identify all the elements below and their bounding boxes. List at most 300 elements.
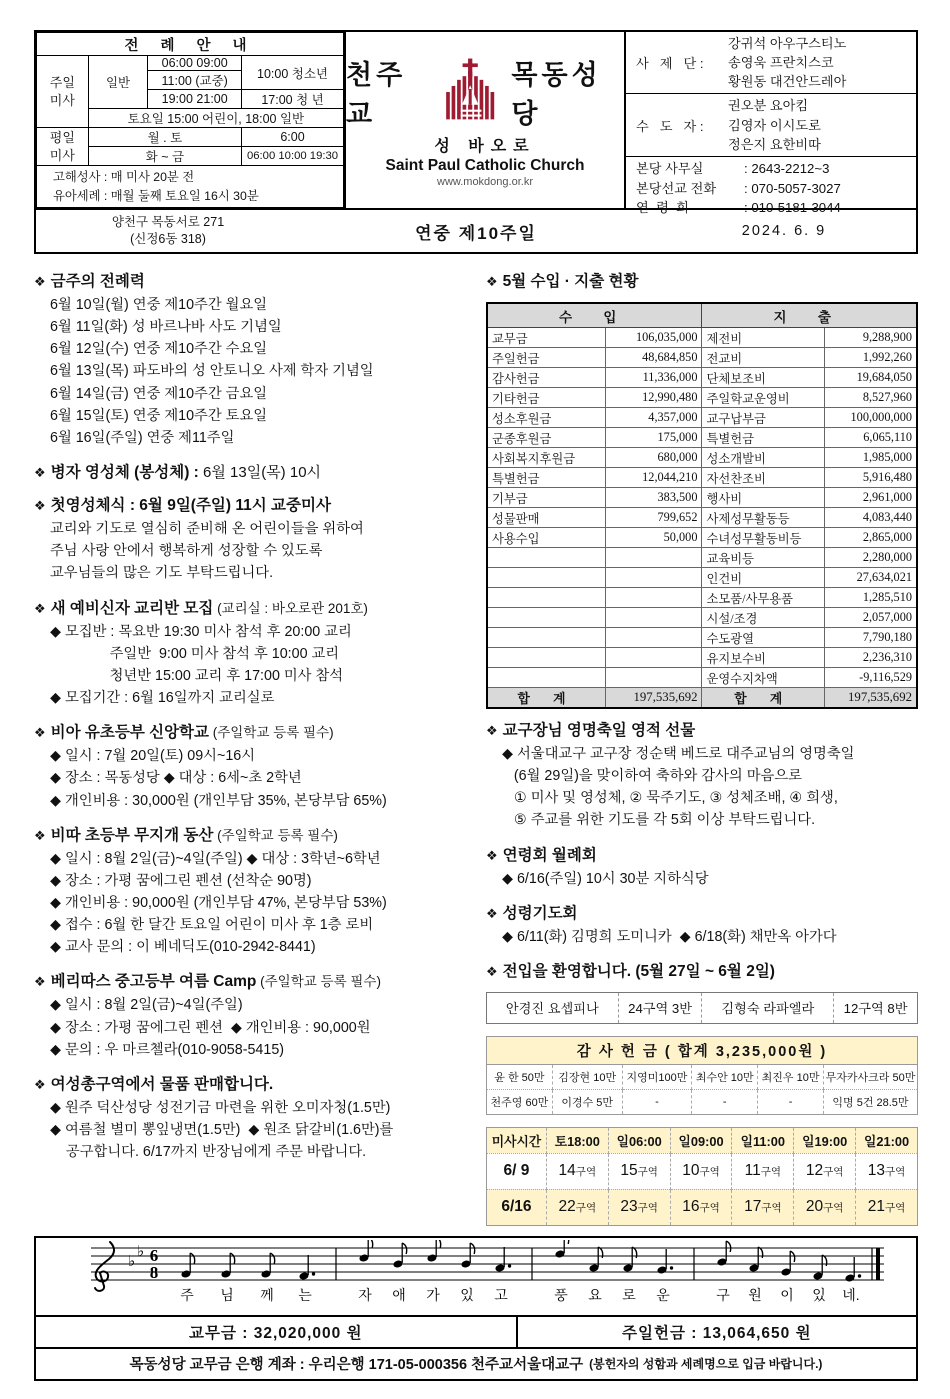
expense-item: 주일학교운영비: [702, 388, 825, 408]
expense-item: 시설/조경: [702, 608, 825, 628]
sunday-mass-label: 주일 미사: [37, 56, 89, 128]
income-total-value: 197,535,692: [606, 688, 702, 709]
expense-item: 소모품/사무용품: [702, 588, 825, 608]
phone-label: 본당 사무실: [636, 160, 704, 176]
donor-cell: 익명 5건 28.5만: [823, 1089, 917, 1114]
expense-value: 2,280,000: [825, 548, 917, 568]
table-row: [487, 408, 917, 428]
priest-name: 황원동 대건안드레아: [728, 74, 847, 90]
section: [34, 823, 474, 959]
district-unit: 구역: [575, 1166, 597, 1179]
column-header: 지 출: [702, 303, 917, 328]
religious-name: 김영자 이시도로: [728, 117, 821, 133]
diamond-marker: ❖: [486, 274, 498, 289]
section-title-text: 비따 초등부 무지개 동산: [50, 826, 214, 844]
table-row: [487, 1064, 918, 1089]
priest-name: 강귀석 아우구스티노: [728, 36, 847, 51]
section-line: 6월 16일(주일) 연중 제11주일: [50, 429, 235, 446]
income-item: 기타헌금: [487, 388, 606, 408]
transfer-cell: 24구역 3반: [618, 992, 702, 1023]
table-row: [487, 388, 917, 408]
district-cell: [546, 1189, 608, 1225]
expense-item: 단체보조비: [702, 368, 825, 388]
section-line: ◆ 모집반 : 목요반 19:30 미사 참석 후 20:00 교리: [50, 623, 352, 640]
table-row: [487, 548, 917, 568]
section-line: 주일반 9:00 미사 참석 후 10:00 교리: [50, 645, 340, 662]
section-line: 공구합니다. 6/17까지 반장님에게 주문 바랍니다.: [50, 1144, 367, 1161]
income-item: [487, 568, 606, 588]
expense-item: 제전비: [702, 328, 825, 348]
section: [34, 269, 474, 449]
transfer-cell: 김형숙 라파엘라: [702, 992, 834, 1023]
section-line: ◆ 원주 덕산성당 성전기금 마련을 위한 오미자청(1.5만): [50, 1099, 391, 1116]
district-number: 23: [620, 1198, 638, 1216]
donor-cell: 지영미100만: [622, 1064, 692, 1089]
district-unit: 구역: [761, 1202, 782, 1215]
section-line: 6월 15일(토) 연중 제10주간 토요일: [50, 407, 268, 424]
diamond-marker: ❖: [34, 498, 46, 514]
expense-value: 2,057,000: [825, 608, 917, 628]
expense-value: 5,916,480: [825, 468, 917, 488]
district-unit: 구역: [885, 1202, 906, 1215]
column-header: 수 입: [487, 303, 702, 328]
religious-names: [728, 96, 821, 153]
donor-cell: 김장현 10만: [552, 1064, 622, 1089]
income-value: [606, 628, 702, 648]
section-line: ◆ 일시 : 7월 20일(토) 09시~16시: [50, 748, 256, 765]
income-item: 사용수입: [487, 528, 606, 548]
district-cell: [856, 1189, 918, 1225]
table-row: [487, 328, 917, 348]
religious-label: 수 도 자 :: [636, 118, 704, 134]
table-row: [487, 1127, 918, 1153]
expense-item: 유지보수비: [702, 648, 825, 668]
section-line: 교리와 기도로 열심히 준비해 온 어린이들을 위하여: [50, 521, 364, 538]
income-value: 680,000: [606, 448, 702, 468]
district-number: 12: [805, 1162, 824, 1180]
section: [486, 269, 918, 291]
income-value: [606, 568, 702, 588]
svg-text:이: 이: [780, 1286, 794, 1303]
table-row: [487, 1189, 918, 1225]
section-line: 주님 사랑 안에서 행복하게 성장할 수 있도록: [50, 543, 323, 560]
hymn-notation-box: [34, 1236, 918, 1317]
district-unit: 구역: [699, 1202, 720, 1215]
phone-number: : 070-5057-3027: [744, 180, 841, 196]
section-title-suffix: (주일학교 등록 필수): [256, 974, 381, 990]
section-line: 6월 13일(목) 파도바의 성 안토니오 사제 학자 기념일: [50, 363, 374, 380]
income-item: [487, 668, 606, 688]
column-header: 토18:00: [546, 1127, 608, 1153]
mass-schedule-table: [36, 32, 344, 208]
expense-item: 자선찬조비: [702, 468, 825, 488]
svg-text:요: 요: [588, 1286, 602, 1303]
section-line: 6월 11일(화) 성 바르나바 사도 기념일: [50, 319, 282, 336]
header: [34, 30, 918, 216]
section-title-text: 베리따스 중고등부 여름 Camp: [50, 973, 257, 991]
section-line: 교우님들의 많은 기도 부탁드립니다.: [50, 565, 274, 582]
diamond-marker: ❖: [34, 465, 46, 481]
religious-name: 정은지 요한비따: [728, 136, 821, 152]
donor-cell: 최수안 10만: [692, 1064, 758, 1089]
section-title-suffix: (주일학교 등록 필수): [213, 827, 338, 843]
table-row: [487, 468, 917, 488]
section-title: [34, 269, 474, 291]
table-row: [487, 568, 917, 588]
transfer-table-wrap: [486, 992, 918, 1024]
svg-text:있: 있: [812, 1286, 826, 1303]
thanksgiving-header: 감 사 헌 금 ( 합계 3,235,000원 ): [487, 1036, 918, 1064]
left-column: [34, 260, 474, 1226]
section-line: 6월 14일(금) 연중 제10주간 금요일: [50, 385, 268, 402]
section: [34, 493, 474, 584]
general-time-1: 06:00 09:00: [148, 56, 242, 71]
diamond-marker: ❖: [34, 974, 46, 990]
liturgical-week-title: 연중 제10주일: [415, 223, 537, 243]
column-header: 일19:00: [794, 1127, 856, 1153]
diamond-marker: ❖: [486, 963, 498, 979]
phone-label: 연 령 회: [636, 200, 689, 216]
district-number: 17: [744, 1198, 762, 1216]
income-item: [487, 548, 606, 568]
table-row: [487, 508, 917, 528]
svg-text:운: 운: [656, 1286, 670, 1303]
table-row: [487, 608, 917, 628]
income-item: [487, 608, 606, 628]
section-line: ⑤ 주교를 위한 기도를 각 5회 이상 부탁드립니다.: [502, 812, 816, 829]
income-value: 12,044,210: [606, 468, 702, 488]
expense-item: 전교비: [702, 348, 825, 368]
donor-cell: -: [692, 1089, 758, 1114]
income-item: [487, 588, 606, 608]
mon-sat-time: 6:00: [242, 128, 344, 147]
table-row: [487, 488, 917, 508]
section-title: [34, 596, 474, 618]
transfer-cell: 안경진 요셉피나: [505, 1001, 599, 1017]
bank-account-note: (봉헌자의 성함과 세례명으로 입금 바랍니다.): [589, 1357, 823, 1372]
donor-cell: 무자카사크라 50만: [823, 1064, 917, 1089]
general-label: 일반: [88, 56, 148, 109]
district-number: 16: [682, 1198, 700, 1216]
confession-baptism-note: 고해성사 : 매 미사 20분 전 유아세례 : 매월 둘째 토요일 16시 30분: [37, 166, 344, 208]
income-item: 감사헌금: [487, 368, 606, 388]
section-title: [34, 969, 474, 991]
income-value: 12,990,480: [606, 388, 702, 408]
section-title-suffix: 6월 13일(목) 10시: [198, 464, 322, 482]
church-logo-icon: [434, 55, 507, 129]
phone-number: : 010-5181-3044: [744, 200, 841, 216]
table-row: [487, 992, 918, 1023]
income-value: 11,336,000: [606, 368, 702, 388]
section-title: [486, 959, 918, 981]
phone-section: [626, 157, 916, 220]
section-line: ◆ 교사 문의 : 이 베네딕도(010-2942-8441): [50, 939, 316, 956]
income-item: 기부금: [487, 488, 606, 508]
column-header: 일06:00: [608, 1127, 670, 1153]
phone-line: [636, 198, 910, 218]
donor-cell: -: [758, 1089, 824, 1114]
district-cell: [732, 1189, 794, 1225]
diamond-marker: ❖: [34, 1076, 46, 1092]
youth-time: 10:00 청소년: [242, 56, 344, 90]
svg-text:님: 님: [220, 1286, 234, 1303]
transfer-table: [486, 992, 918, 1024]
thanksgiving-table: [486, 1036, 918, 1115]
section-title-text: 새 예비신자 교리반 모집: [50, 599, 214, 617]
district-number: 13: [867, 1162, 886, 1180]
section: [34, 969, 474, 1060]
district-number: 15: [620, 1162, 638, 1180]
diamond-marker: ❖: [486, 905, 498, 921]
expense-item: 특별헌금: [702, 428, 825, 448]
section: [34, 1072, 474, 1163]
expense-item: 인건비: [702, 568, 825, 588]
income-item: 교무금: [487, 328, 606, 348]
church-address: 양천구 목동서로 271 (신정6동 318): [111, 215, 225, 246]
sunday-offering-total: 주일헌금 : 13,064,650 원: [622, 1324, 812, 1342]
income-value: 50,000: [606, 528, 702, 548]
expense-value: 7,790,180: [825, 628, 917, 648]
svg-text:구: 구: [716, 1286, 730, 1303]
district-unit: 구역: [637, 1166, 658, 1179]
total-row: [487, 688, 917, 709]
donor-cell: 윤 한 50만: [487, 1064, 553, 1089]
section-title: [34, 823, 474, 845]
income-value: 48,684,850: [606, 348, 702, 368]
district-unit: 구역: [637, 1202, 658, 1215]
priests-section: [626, 32, 916, 94]
expense-value: 1,985,000: [825, 448, 917, 468]
main-content: [34, 260, 918, 1226]
svg-text:네.: 네.: [842, 1286, 860, 1303]
section-title-text: 여성총구역에서 물품 판매합니다.: [50, 1075, 274, 1093]
schedule-title: 전 례 안 내: [37, 33, 344, 56]
section-title: [34, 720, 474, 742]
income-total-label: 합 계: [487, 688, 606, 709]
district-unit: 구역: [760, 1166, 782, 1179]
right-column: [486, 260, 918, 1226]
section-title: [486, 718, 918, 740]
income-item: 주일헌금: [487, 348, 606, 368]
section-title-text: 비아 유초등부 신앙학교: [50, 724, 209, 742]
section-line: 6월 12일(수) 연중 제10주간 수요일: [50, 341, 268, 358]
section-line: ◆ 장소 : 가평 꿈에그린 펜션 (선착순 90명): [50, 872, 312, 889]
expense-value: 8,527,960: [825, 388, 917, 408]
expense-total-value: 197,535,692: [825, 688, 917, 709]
phone-label: 본당선교 전화: [636, 180, 717, 196]
diamond-marker: ❖: [486, 847, 498, 863]
mass-rotation-table: [486, 1127, 918, 1226]
tue-fri-label: 화 ~ 금: [88, 147, 241, 166]
phone-line: [636, 179, 910, 199]
expense-item: 수녀성무활동비등: [702, 528, 825, 548]
section-title-suffix: (교리실 : 바오로관 201호): [213, 600, 368, 616]
district-unit: 구역: [699, 1166, 720, 1179]
expense-value: -9,116,529: [825, 668, 917, 688]
expense-item: 교육비등: [702, 548, 825, 568]
section-line: ◆ 문의 : 우 마르첼라(010-9058-5415): [50, 1041, 285, 1058]
section-line: (6월 29일)을 맞이하여 축하와 감사의 마음으로: [502, 768, 802, 785]
expense-value: 2,865,000: [825, 528, 917, 548]
mon-sat-label: 월 . 토: [88, 128, 241, 147]
svg-text:께: 께: [260, 1286, 274, 1303]
district-cell: [670, 1189, 732, 1225]
diamond-marker: ❖: [34, 827, 46, 843]
church-logo-box: [344, 30, 626, 210]
district-number: 22: [558, 1198, 576, 1216]
table-row: [487, 368, 917, 388]
expense-value: 27,634,021: [825, 568, 917, 588]
section-line: ① 미사 및 영성체, ② 묵주기도, ③ 성체조배, ④ 희생,: [502, 790, 838, 807]
svg-text:♭: ♭: [128, 1251, 136, 1270]
expense-value: 9,288,900: [825, 328, 917, 348]
diamond-marker: ❖: [34, 600, 46, 616]
income-value: 383,500: [606, 488, 702, 508]
saturday-times: 토요일 15:00 어린이, 18:00 일반: [88, 109, 343, 128]
young-adult-time: 17:00 청 년: [242, 90, 344, 109]
table-row: [487, 668, 917, 688]
table-row: [487, 348, 917, 368]
section-line: ◆ 개인비용 : 30,000원 (개인부담 35%, 본당부담 65%): [50, 792, 387, 809]
expense-value: 2,236,310: [825, 648, 917, 668]
gyomugeum-total: 교무금 : 32,020,000 원: [36, 1317, 518, 1347]
income-value: 799,652: [606, 508, 702, 528]
section-line: 6월 10일(월) 연중 제10주간 월요일: [50, 297, 268, 313]
section-line: ◆ 모집기간 : 6월 16일까지 교리실로: [50, 690, 275, 707]
district-unit: 구역: [823, 1202, 844, 1215]
district-cell: [856, 1153, 918, 1189]
expense-value: 2,961,000: [825, 488, 917, 508]
expense-item: 교구납부금: [702, 408, 825, 428]
section-title-text: 병자 영성체 (봉성체) :: [50, 464, 199, 482]
section-line: ◆ 6/16(주일) 10시 30분 지하식당: [502, 870, 709, 887]
expense-value: 19,684,050: [825, 368, 917, 388]
section-line: 청년반 15:00 교리 후 17:00 미사 참석: [50, 667, 344, 684]
income-value: [606, 588, 702, 608]
district-cell: [794, 1153, 856, 1189]
district-unit: 구역: [575, 1202, 597, 1215]
section-title-text: 교구장님 영명축일 영적 선물: [502, 722, 696, 739]
table-row: [487, 428, 917, 448]
svg-text:가: 가: [426, 1286, 440, 1303]
religious-section: [626, 94, 916, 156]
column-header: 일09:00: [670, 1127, 732, 1153]
phone-line: [636, 159, 910, 179]
table-row: [487, 448, 917, 468]
district-number: 10: [682, 1162, 700, 1180]
section-line: ◆ 일시 : 8월 2일(금)~4일(주일) ◆ 대상 : 3학년~6학년: [50, 850, 381, 867]
section: [34, 596, 474, 710]
income-item: 성물판매: [487, 508, 606, 528]
income-value: [606, 608, 702, 628]
bulletin-date: 2024. 6. 9: [741, 223, 827, 239]
column-header: 일21:00: [856, 1127, 918, 1153]
income-value: [606, 648, 702, 668]
bank-account-bar: [34, 1347, 918, 1381]
priests-names: [728, 34, 846, 91]
section: [486, 901, 918, 948]
district-number: 11: [744, 1162, 761, 1180]
svg-text:♭: ♭: [137, 1241, 145, 1260]
income-item: 사회복지후원금: [487, 448, 606, 468]
table-row: [487, 1036, 918, 1064]
website-link[interactable]: www.mokdong.or.kr: [437, 175, 533, 188]
donor-cell: -: [622, 1089, 692, 1114]
section-line: ◆ 일시 : 8월 2일(금)~4일(주일): [50, 997, 243, 1014]
section-title-text: 5월 수입 · 지출 현황: [502, 273, 639, 290]
section: [34, 460, 474, 482]
general-time-3: 19:00 21:00: [148, 90, 242, 109]
income-item: 군종후원금: [487, 428, 606, 448]
finance-table-wrap: [486, 302, 918, 709]
district-unit: 구역: [885, 1166, 906, 1179]
tue-fri-time: 06:00 10:00 19:30: [242, 147, 344, 166]
section: [486, 959, 918, 981]
section: [486, 843, 918, 890]
section: [34, 720, 474, 811]
diamond-marker: ❖: [34, 725, 46, 741]
weekday-mass-label: 평일 미사: [37, 128, 89, 166]
district-number: 20: [805, 1198, 824, 1216]
svg-text:는: 는: [298, 1286, 312, 1303]
donor-cell: 천주영 60만: [487, 1089, 553, 1114]
expense-item: 행사비: [702, 488, 825, 508]
section-title-text: 첫영성체식 : 6월 9일(주일) 11시 교중미사: [50, 497, 331, 515]
income-item: 성소후원금: [487, 408, 606, 428]
expense-item: 운영수지차액: [702, 668, 825, 688]
svg-text:있: 있: [460, 1286, 474, 1303]
section-line: ◆ 서울대교구 교구장 정순택 베드로 대주교님의 영명축일: [502, 746, 855, 762]
table-row: [487, 1153, 918, 1189]
totals-bar: [34, 1315, 918, 1349]
date-cell: 6/ 9: [487, 1153, 547, 1189]
expense-item: 수도광열: [702, 628, 825, 648]
svg-text:원: 원: [748, 1286, 762, 1303]
donor-cell: 최진우 10만: [758, 1064, 824, 1089]
column-header: 일11:00: [732, 1127, 794, 1153]
expense-item: 사제성무활동등: [702, 508, 825, 528]
mass-rotation-table-wrap: [486, 1127, 918, 1226]
table-row: [487, 303, 917, 328]
bank-account-info: 목동성당 교무금 은행 계좌 : 우리은행 171-05-000356 천주교서울대교구: [129, 1357, 584, 1374]
diamond-marker: ❖: [486, 723, 498, 738]
income-value: 4,357,000: [606, 408, 702, 428]
section-line: ◆ 여름철 별미 뽕잎냉면(1.5만) ◆ 원조 닭갈비(1.6만)를: [50, 1122, 394, 1139]
section-line: ◆ 개인비용 : 90,000원 (개인부담 47%, 본당부담 53%): [50, 894, 387, 911]
district-cell: [670, 1153, 732, 1189]
section-title: [486, 901, 918, 923]
section-line: ◆ 6/11(화) 김명희 도미니카 ◆ 6/18(화) 채만옥 아가다: [502, 928, 837, 945]
section-line: ◆ 접수 : 6월 한 달간 토요일 어린이 미사 후 1층 로비: [50, 917, 374, 934]
income-value: [606, 668, 702, 688]
expense-value: 4,083,440: [825, 508, 917, 528]
svg-text:풍: 풍: [554, 1286, 568, 1303]
religious-name: 권오분 요아킴: [728, 98, 809, 114]
section-title-text: 금주의 전례력: [50, 273, 145, 290]
income-item: [487, 648, 606, 668]
section-title-text: 연령회 월례회: [502, 846, 597, 864]
section-title-text: 성령기도회: [502, 904, 578, 922]
income-item: 특별헌금: [487, 468, 606, 488]
svg-text:애: 애: [392, 1286, 406, 1303]
income-value: [606, 548, 702, 568]
section-title: [486, 843, 918, 865]
expense-item: 성소개발비: [702, 448, 825, 468]
svg-text:6: 6: [149, 1245, 159, 1265]
section-line: ◆ 장소 : 목동성당 ◆ 대상 : 6세~초 2학년: [50, 770, 302, 787]
transfer-cell: 12구역 8반: [834, 992, 918, 1023]
district-cell: [546, 1153, 608, 1189]
